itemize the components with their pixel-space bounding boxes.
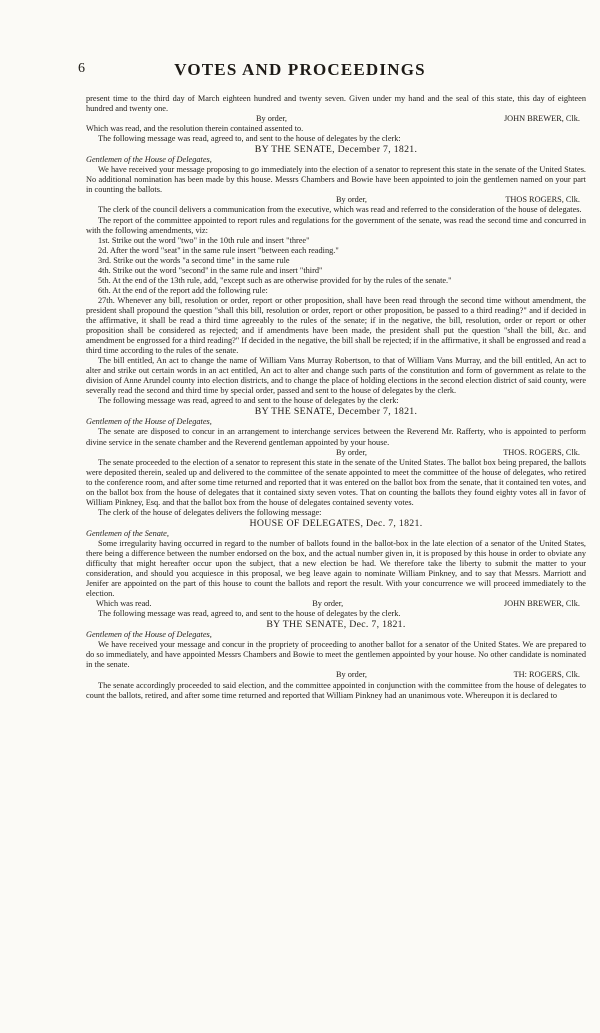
document-body [86, 94, 586, 701]
signature-by-order: By order, [336, 670, 368, 680]
signature-name: JOHN BREWER, Clk. [503, 114, 580, 124]
signature-by-order: By order, [256, 114, 288, 124]
salutation: Gentlemen of the Senate, [86, 528, 169, 538]
signature-name: TH: ROGERS, Clk. [513, 670, 580, 680]
section-heading: BY THE SENATE, December 7, 1821. [254, 406, 418, 418]
section-heading: BY THE SENATE, Dec. 7, 1821. [266, 619, 406, 631]
page-title: VOTES AND PROCEEDINGS [174, 60, 426, 79]
section-heading: BY THE SENATE, December 7, 1821. [254, 144, 418, 156]
signature-name: THOS. ROGERS, Clk. [503, 447, 580, 457]
paragraph: Some irregularity having occurred in regard to the number of ballots found in the ballot-box in the late election of a senator of the United States, there being a difference between the number endorsed on the box, and the actual number given in, it is proposed by this house in order to obviate any difficulty that might hereafter occur upon the subject, that a new election be had. We therefore take the liberty to submit the matter to your consideration, and should you acquiesce in this proposal, we beg leave again to nominate William Pinkney, and to say that Messrs. Marriott and Jenifer are appointed on the part of this house to count the ballots and report the result. With your concurrence we will proceed immediately to the election. [86, 538, 586, 599]
signature-name: THOS ROGERS, Clk. [505, 195, 580, 205]
paragraph: The following message was read, agreed to and sent to the house of delegates by the clerk: [98, 396, 399, 406]
signature-line [86, 670, 586, 680]
signature-by-order: By order, [312, 599, 344, 609]
signature-line [86, 448, 586, 458]
paragraph: The senate proceeded to the election of a senator to represent this state in the senate of the United States. The ballot box being prepared, the ballots were deposited therein, sealed up and delivered to the committee of the senate appointed to meet the committee of the house of delegates, who retired to the conference room, and after some time returned and reported that it was entered on the ballot box from the senate, that it contained ten votes, and on the ballot box from the house of delegates that it contained sixty seven votes. That on counting the ballots they found eighty votes all in favor of William Pinkney, Esq. and that the ballot box from the house of delegates contained seventy votes. [86, 457, 586, 507]
salutation: Gentlemen of the House of Delegates, [86, 155, 212, 165]
section-heading: HOUSE OF DELEGATES, Dec. 7, 1821. [249, 517, 423, 529]
signature-line [86, 599, 586, 609]
paragraph: The clerk of the house of delegates delivers the following message: [98, 507, 322, 517]
paragraph: Which was read, and the resolution therein contained assented to. [86, 124, 304, 134]
paragraph: The following message was read, agreed to, and sent to the house of delegates by the clerk. [98, 609, 401, 619]
signature-by-order: By order, [336, 195, 368, 205]
amendment-item: 1st. Strike out the word "two" in the 10th rule and insert "three" [98, 235, 310, 245]
paragraph: We have received your message and concur in the propriety of proceeding to another ballot for a senator of the United States. We are prepared to do so immediately, and have appointed Messrs Chambers and Bowie to meet the gentlemen appointed by your house. No other candidate is nominated in the senate. [86, 640, 586, 670]
paragraph: The following message was read, agreed to, and sent to the house of delegates by the clerk: [98, 134, 401, 144]
amendment-item: 6th. At the end of the report add the following rule: [98, 285, 268, 295]
paragraph: We have received your message proposing to go immediately into the election of a senator to represent this state in the senate of the United States. No additional nomination has been made by this house. Messrs Chambers and Bowie have been appointed to join the gentlemen named on your part in counting the ballots. [86, 165, 586, 195]
paragraph: The senate are disposed to concur in an arrangement to interchange services between the Reverend Mr. Rafferty, who is appointed to perform divine service in the senate chamber and the Reverend gentleman appointed by your house. [86, 427, 586, 447]
paragraph: The bill entitled, An act to change the name of William Vans Murray Robertson, to that of William Vans Murray, and the bill entitled, An act to alter and strike out certain words in an act entitled, An act to alter and change such parts of the constitution and form of government as relate to the division of Anne Arundel county into election districts, and to change the place of holding elections in the second election district of said county, were severally read the second and third time by special order, passed and sent to the house of delegates by the clerk. [86, 356, 586, 396]
amendment-item: 3rd. Strike out the words "a second time" in the same rule [98, 255, 290, 265]
paragraph: present time to the third day of March eighteen hundred and twenty seven. Given under my hand and the seal of this state, this day of eighteen hundred and twenty one. [86, 94, 586, 114]
signature-by-order: By order, [336, 447, 368, 457]
amendment-item: 5th. At the end of the 13th rule, add, "except such as are otherwise provided for by the rules of the senate." [98, 275, 452, 285]
salutation: Gentlemen of the House of Delegates, [86, 630, 212, 640]
amendment-item: 4th. Strike out the word "second" in the same rule and insert "third" [98, 265, 323, 275]
paragraph: The senate accordingly proceeded to said election, and the committee appointed in conjunction with the committee from the house of delegates to count the ballots, retired, and after some time returned and reported that William Pinkney had an unanimous vote. Whereupon it is declared to [86, 680, 586, 700]
salutation: Gentlemen of the House of Delegates, [86, 417, 212, 427]
paragraph: The report of the committee appointed to report rules and regulations for the government of the senate, was read the second time and concurred in with the following amendments, viz: [86, 215, 586, 235]
signature-name: JOHN BREWER, Clk. [503, 599, 580, 609]
page-number: 6 [78, 61, 85, 76]
signature-line [86, 114, 586, 124]
amendment-item: 2d. After the word "seat" in the same rule insert "between each reading." [98, 245, 339, 255]
paragraph: 27th. Whenever any bill, resolution or order, report or other proposition, shall have been read through the second time without amendment, the president shall propound the question "shall this bill, resolution or order, report or other proposition, be passed to a third reading?" and if decided in the affirmative, it shall be read a third time agreeably to the rules of the senate; if in the negative, the bill, resolution, order or report or other proposition shall be considered as rejected; and if amendments have been made, the president shall put the question "shall the bill, &c. and amendment be engrossed for a third reading?" If decided in the negative, the bill shall be rejected; if in the affirmative, it shall be engrossed and read a third time according to the rules of the senate. [86, 295, 586, 356]
signature-line [86, 195, 586, 205]
signature-note: Which was read. [96, 599, 152, 609]
paragraph: The clerk of the council delivers a communication from the executive, which was read and referred to the consideration of the house of delegates. [98, 205, 582, 215]
